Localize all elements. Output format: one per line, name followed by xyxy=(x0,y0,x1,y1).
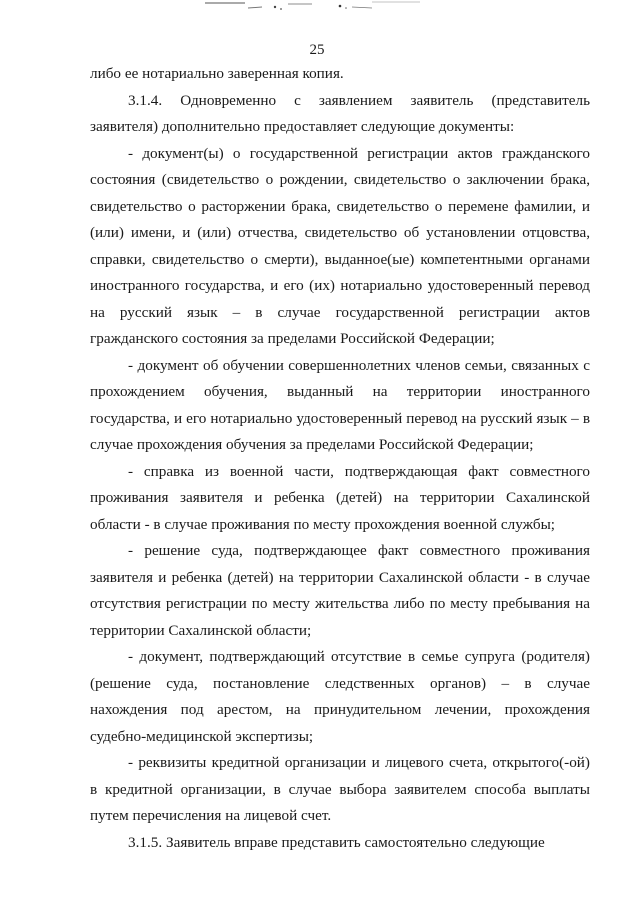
section-3-1-4: 3.1.4. Одновременно с заявлением заявитель (представитель заявителя) дополнительно предоставляет следующие документы: xyxy=(90,91,590,135)
scan-artifacts xyxy=(0,0,634,20)
list-item: - решение суда, подтверждающее факт совместного проживания заявителя и ребенка (детей) на территории Сахалинской области - в случае отсутствия регистрации по месту жительства либо по месту пребывания на территории Сахалинской области; xyxy=(90,542,590,639)
list-item: - документ(ы) о государственной регистрации актов гражданского состояния (свидетельство о рождении, свидетельство о заключении брака, свидетельство о расторжении брака, свидетельство о перемене фамилии, и (или) имени, и (или) отчества, свидетельство об установлении отцовства, справки, свидетельство о смерти), выданное(ые) компетентными органами иностранного государства, и его (их) нотариально удостоверенный перевод на русский язык – в случае государственной регистрации актов гражданского состояния за пределами Российской Федерации; xyxy=(90,144,590,347)
paragraph: либо ее нотариально заверенная копия. xyxy=(90,65,344,82)
list-item: - реквизиты кредитной организации и лицевого счета, открытого(-ой) в кредитной организации, в случае выбора заявителем способа выплаты путем перечисления на лицевой счет. xyxy=(90,754,590,824)
page-number: 25 xyxy=(309,42,325,58)
list-item: - справка из военной части, подтверждающая факт совместного проживания заявителя и ребенка (детей) на территории Сахалинской области - в случае проживания по месту прохождения военной службы; xyxy=(90,462,590,533)
list-item: - документ об обучении совершеннолетних членов семьи, связанных с прохождением обучения, выданный на территории иностранного государства, и его нотариально удостоверенный перевод на русский язык – в случае прохождения обучения за пределами Российской Федерации; xyxy=(90,356,590,453)
section-3-1-5: 3.1.5. Заявитель вправе представить самостоятельно следующие xyxy=(128,833,545,851)
document-body xyxy=(90,61,590,856)
list-item: - документ, подтверждающий отсутствие в семье супруга (родителя) (решение суда, постановление следственных органов) – в случае нахождения под арестом, на принудительном лечении, прохождения судебно-медицинской экспертизы; xyxy=(90,648,590,745)
